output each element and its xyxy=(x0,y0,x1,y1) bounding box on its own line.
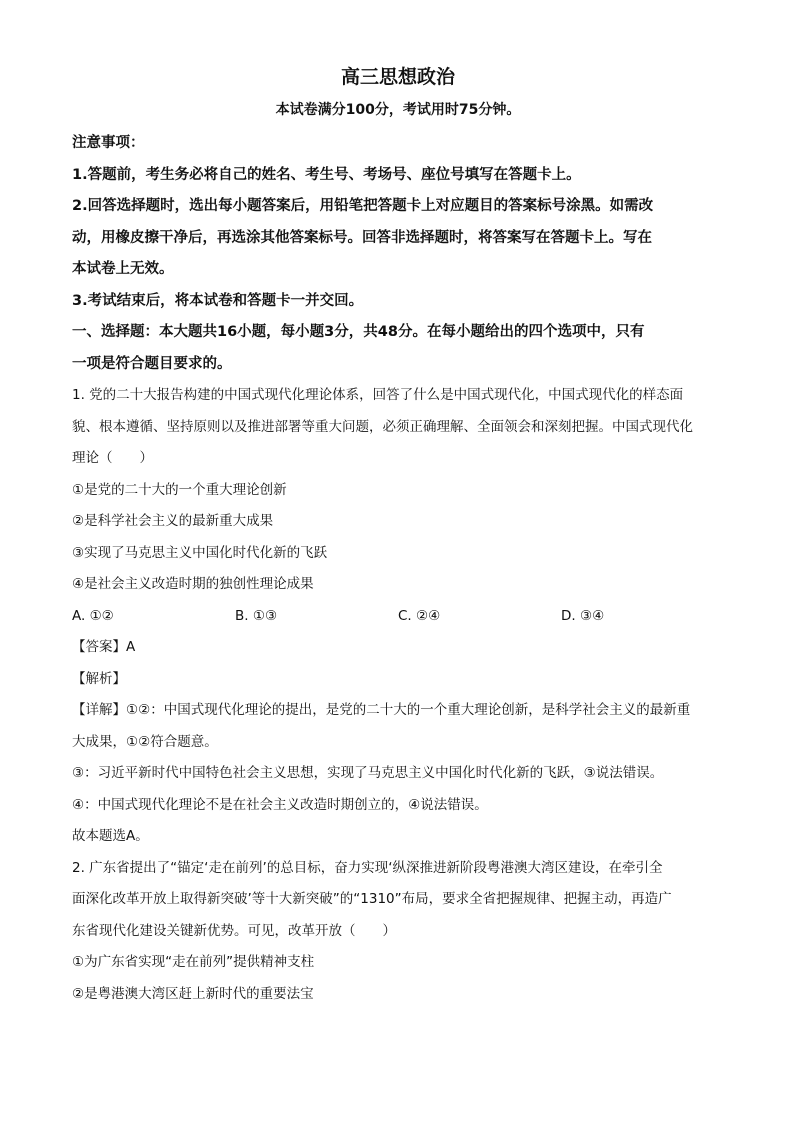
document-page xyxy=(72,62,724,1010)
question-stem: 理论（ ） xyxy=(72,450,153,466)
statement: ②是科学社会主义的最新重大成果 xyxy=(72,513,274,529)
statement: ②是粤港澳大湾区赶上新时代的重要法宝 xyxy=(72,985,314,1002)
option-d: D. ③④ xyxy=(561,607,605,624)
question-1 xyxy=(72,380,724,853)
analysis-label: 【解析】 xyxy=(72,670,126,687)
page-title: 高三思想政治 xyxy=(340,66,455,88)
question-stem: 1. 党的二十大报告构建的中国式现代化理论体系，回答了什么是中国式现代化，中国式现代化的样态面 xyxy=(72,387,684,403)
notice-item: 3.考试结束后，将本试卷和答题卡一并交回。 xyxy=(72,292,364,309)
detail-text: 【详解】①②：中国式现代化理论的提出，是党的二十大的一个重大理论创新，是科学社会主义的最新重 xyxy=(72,702,691,718)
question-2 xyxy=(72,853,724,1011)
detail-text: ④：中国式现代化理论不是在社会主义改造时期创立的，④说法错误。 xyxy=(72,796,488,813)
statement: ①为广东省实现“走在前列”提供精神支柱 xyxy=(72,954,315,970)
statement: ④是社会主义改造时期的独创性理论成果 xyxy=(72,576,314,592)
question-stem: 东省现代化建设关键新优势。可见，改革开放（ ） xyxy=(72,922,396,939)
notice-item: 动，用橡皮擦干净后，再选涂其他答案标号。回答非选择题时，将答案写在答题卡上。写在 xyxy=(72,229,652,246)
exam-info: 本试卷满分100分，考试用时75分钟。 xyxy=(275,102,521,118)
answer-label: 【答案】A xyxy=(72,639,136,655)
notice-item: 本试卷上无效。 xyxy=(72,261,174,277)
statement: ①是党的二十大的一个重大理论创新 xyxy=(72,481,287,498)
detail-text: 大成果，①②符合题意。 xyxy=(72,733,218,750)
question-stem: 面深化改革开放上取得新突破’等十大新突破”的“1310”布局，要求全省把握规律、把握主动，再造广 xyxy=(72,891,672,907)
notice-item: 1.答题前，考生务必将自己的姓名、考生号、考场号、座位号填写在答题卡上。 xyxy=(72,166,581,183)
section-heading: 一项是符合题目要求的。 xyxy=(72,355,232,372)
section-heading: 一、选择题：本大题共16小题，每小题3分，共48分。在每小题给出的四个选项中，只有 xyxy=(72,324,645,340)
detail-text: 故本题选A。 xyxy=(72,828,149,844)
detail-text: ③：习近平新时代中国特色社会主义思想，实现了马克思主义中国化时代化新的飞跃，③说法错误。 xyxy=(72,765,664,781)
question-stem: 貌、根本遵循、坚持原则以及推进部署等重大问题，必须正确理解、全面领会和深刻把握。中国式现代化 xyxy=(72,418,693,435)
question-stem: 2. 广东省提出了“锚定‘走在前列’的总目标，奋力实现‘纵深推进新阶段粤港澳大湾区建设，在牵引全 xyxy=(72,859,663,876)
statement: ③实现了马克思主义中国化时代化新的飞跃 xyxy=(72,544,328,561)
answer-options xyxy=(72,601,724,633)
option-a: A. ①② xyxy=(72,607,114,624)
notice-item: 2.回答选择题时，选出每小题答案后，用铅笔把答题卡上对应题目的答案标号涂黑。如需改 xyxy=(72,198,654,214)
option-b: B. ①③ xyxy=(235,607,278,624)
notice-heading: 注意事项： xyxy=(72,135,145,151)
option-c: C. ②④ xyxy=(398,607,441,624)
